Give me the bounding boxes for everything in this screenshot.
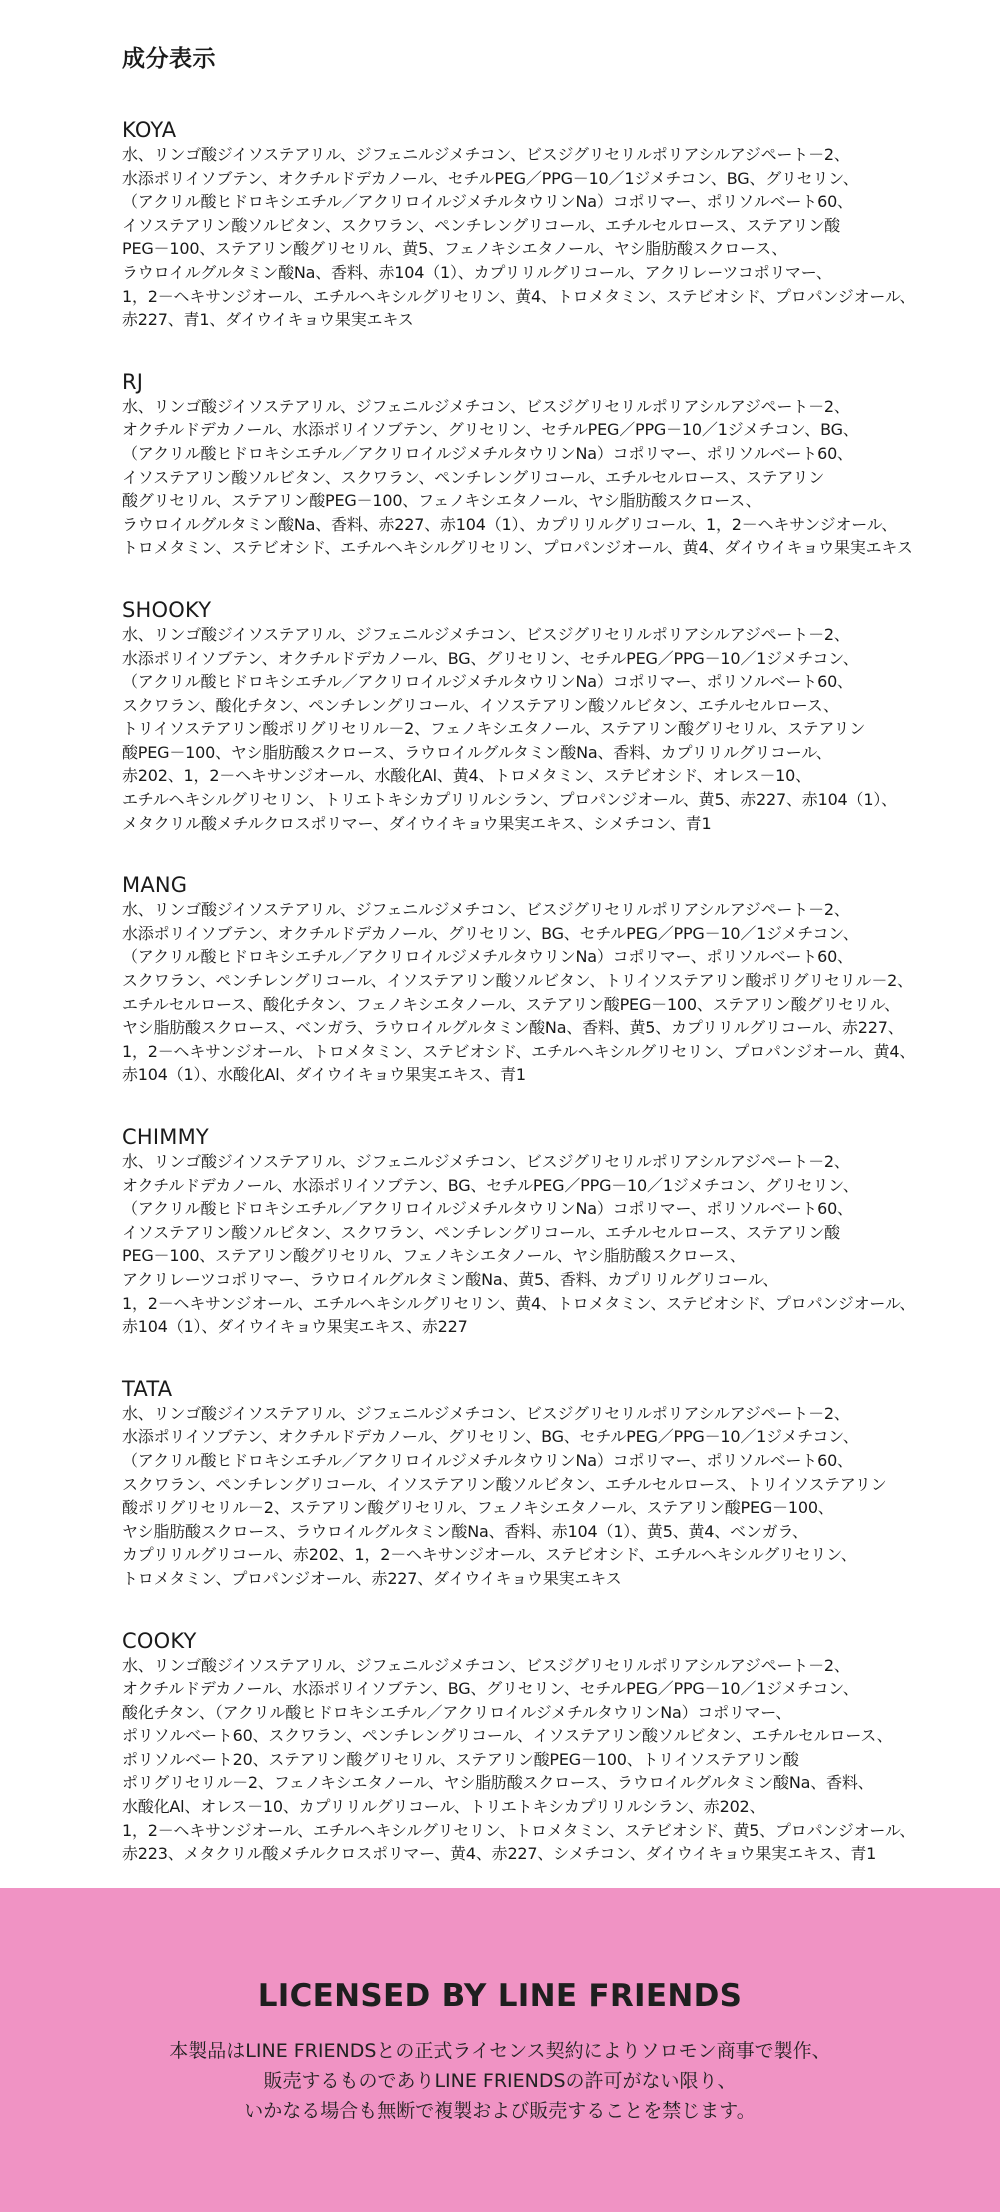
ingredient-line: アクリレーツコポリマー、ラウロイルグルタミン酸Na、黄5、香料、カプリリルグリコール、 [122, 1269, 779, 1289]
ingredient-line: 水、リンゴ酸ジイソステアリル、ジフェニルジメチコン、ビスジグリセリルポリアシルアジペート－2、 [122, 1152, 850, 1171]
product-name: TATA [122, 1376, 173, 1401]
product-block [122, 117, 922, 332]
ingredient-line: （アクリル酸ヒドロキシエチル／アクリロイルジメチルタウリンNa）コポリマー、ポリソルベート60、 [122, 947, 853, 967]
ingredients-section [122, 40, 922, 1903]
license-text-line: 本製品はLINE FRIENDSとの正式ライセンス契約によりソロモン商事で製作、 [169, 2040, 831, 2062]
ingredient-line: スクワラン、酸化チタン、ペンチレングリコール、イソステアリン酸ソルビタン、エチルセルロース、 [122, 695, 839, 715]
ingredient-line: メタクリル酸メチルクロスポリマー、ダイウイキョウ果実エキス、シメチコン、青1 [122, 813, 712, 833]
ingredient-line: 水添ポリイソブテン、オクチルドデカノール、セチルPEG／PPG－10／1ジメチコン、BG、グリセリン、 [122, 168, 859, 188]
product-name: RJ [122, 369, 144, 394]
ingredient-line: 水、リンゴ酸ジイソステアリル、ジフェニルジメチコン、ビスジグリセリルポリアシルアジペート－2、 [122, 396, 850, 416]
license-title: LICENSED BY LINE FRIENDS [257, 1978, 743, 2014]
ingredient-line: トロメタミン、プロパンジオール、赤227、ダイウイキョウ果実エキス [122, 1568, 622, 1588]
ingredient-line: 赤104（1）、水酸化Al、ダイウイキョウ果実エキス、青1 [122, 1065, 526, 1085]
ingredient-line: エチルセルロース、酸化チタン、フェノキシエタノール、ステアリン酸PEG－100、ステアリン酸グリセリル、 [122, 994, 900, 1014]
ingredient-line: イソステアリン酸ソルビタン、スクワラン、ペンチレングリコール、エチルセルロース、ステアリン酸 [122, 215, 840, 235]
ingredient-line: 水添ポリイソブテン、オクチルドデカノール、グリセリン、BG、セチルPEG／PPG－10／1ジメチコン、 [122, 1427, 859, 1447]
product-name: KOYA [122, 118, 177, 142]
product-block [122, 369, 922, 560]
ingredient-line: イソステアリン酸ソルビタン、スクワラン、ペンチレングリコール、エチルセルロース、ステアリン [122, 467, 825, 487]
product-block [122, 1376, 922, 1591]
product-name: SHOOKY [122, 597, 212, 622]
ingredient-line: 水添ポリイソブテン、オクチルドデカノール、グリセリン、BG、セチルPEG／PPG－10／1ジメチコン、 [122, 923, 859, 943]
license-banner [0, 1888, 1000, 2212]
product-block [122, 1124, 922, 1339]
ingredient-line: （アクリル酸ヒドロキシエチル／アクリロイルジメチルタウリンNa）コポリマー、ポリソルベート60、 [122, 672, 853, 692]
ingredient-line: 水、リンゴ酸ジイソステアリル、ジフェニルジメチコン、ビスジグリセリルポリアシルアジペート－2、 [122, 1403, 850, 1423]
ingredient-line: トリイソステアリン酸ポリグリセリル－2、フェノキシエタノール、ステアリン酸グリセリル、ステアリン [122, 719, 866, 739]
product-name: CHIMMY [122, 1125, 209, 1149]
ingredient-line: 1，2－ヘキサンジオール、トロメタミン、ステビオシド、エチルヘキシルグリセリン、プロパンジオール、黄4、 [122, 1041, 916, 1061]
ingredient-line: 水、リンゴ酸ジイソステアリル、ジフェニルジメチコン、ビスジグリセリルポリアシルアジペート－2、 [122, 624, 850, 644]
ingredient-line: PEG－100、ステアリン酸グリセリル、フェノキシエタノール、ヤシ脂肪酸スクロース、 [122, 1246, 746, 1266]
ingredient-line: エチルヘキシルグリセリン、トリエトキシカプリリルシラン、プロパンジオール、黄5、赤227、赤104（1）、 [122, 790, 897, 810]
ingredient-line: 水添ポリイソブテン、オクチルドデカノール、BG、グリセリン、セチルPEG／PPG－10／1ジメチコン、 [122, 648, 859, 668]
ingredient-line: 赤223、メタクリル酸メチルクロスポリマー、黄4、赤227、シメチコン、ダイウイキョウ果実エキス、青1 [122, 1844, 877, 1864]
ingredient-line: 酸PEG－100、ヤシ脂肪酸スクロース、ラウロイルグルタミン酸Na、香料、カプリリルグリコール、 [122, 742, 832, 762]
product-block [122, 597, 922, 835]
ingredient-line: 赤202、1，2－ヘキサンジオール、水酸化Al、黄4、トロメタミン、ステビオシド、オレス－10、 [122, 766, 811, 786]
ingredient-line: （アクリル酸ヒドロキシエチル／アクリロイルジメチルタウリンNa）コポリマー、ポリソルベート60、 [122, 192, 853, 212]
product-name: MANG [122, 873, 188, 898]
product-name: COOKY [122, 1628, 197, 1653]
ingredient-line: （アクリル酸ヒドロキシエチル／アクリロイルジメチルタウリンNa）コポリマー、ポリソルベート60、 [122, 1199, 853, 1219]
ingredient-line: （アクリル酸ヒドロキシエチル／アクリロイルジメチルタウリンNa）コポリマー、ポリソルベート60、 [122, 443, 853, 463]
ingredient-line: ポリソルベート20、ステアリン酸グリセリル、ステアリン酸PEG－100、トリイソステアリン酸 [122, 1749, 799, 1769]
ingredient-line: オクチルドデカノール、水添ポリイソブテン、グリセリン、セチルPEG／PPG－10／1ジメチコン、BG、 [122, 420, 859, 440]
ingredient-line: 水、リンゴ酸ジイソステアリル、ジフェニルジメチコン、ビスジグリセリルポリアシルアジペート－2、 [122, 145, 850, 164]
product-block [122, 1628, 922, 1866]
ingredient-line: 1，2－ヘキサンジオール、エチルヘキシルグリセリン、黄4、トロメタミン、ステビオシド、プロパンジオール、 [122, 1293, 916, 1313]
ingredient-line: カプリリルグリコール、赤202、1，2－ヘキサンジオール、ステビオシド、エチルヘキシルグリセリン、 [122, 1545, 857, 1565]
ingredient-line: ラウロイルグルタミン酸Na、香料、赤104（1）、カプリリルグリコール、アクリレーツコポリマー、 [122, 262, 832, 282]
ingredient-line: 1，2－ヘキサンジオール、エチルヘキシルグリセリン、黄4、トロメタミン、ステビオシド、プロパンジオール、 [122, 286, 916, 306]
ingredient-line: PEG－100、ステアリン酸グリセリル、黄5、フェノキシエタノール、ヤシ脂肪酸スクロース、 [122, 239, 788, 259]
ingredient-line: ヤシ脂肪酸スクロース、ベンガラ、ラウロイルグルタミン酸Na、香料、黄5、カプリリルグリコール、赤227、 [122, 1018, 904, 1038]
ingredient-line: 水、リンゴ酸ジイソステアリル、ジフェニルジメチコン、ビスジグリセリルポリアシルアジペート－2、 [122, 1655, 850, 1675]
product-list [122, 117, 922, 1866]
license-text-line: 販売するものでありLINE FRIENDSの許可がない限り、 [263, 2070, 737, 2092]
product-block [122, 872, 922, 1087]
ingredient-line: ポリソルベート60、スクワラン、ペンチレングリコール、イソステアリン酸ソルビタン、エチルセルロース、 [122, 1726, 893, 1746]
ingredient-line: 酸ポリグリセリル－2、ステアリン酸グリセリル、フェノキシエタノール、ステアリン酸PEG－100、 [122, 1498, 834, 1518]
ingredient-line: イソステアリン酸ソルビタン、スクワラン、ペンチレングリコール、エチルセルロース、ステアリン酸 [122, 1222, 840, 1242]
ingredient-line: ヤシ脂肪酸スクロース、ラウロイルグルタミン酸Na、香料、赤104（1）、黄5、黄4、ベンガラ、 [122, 1521, 808, 1541]
ingredient-line: オクチルドデカノール、水添ポリイソブテン、BG、セチルPEG／PPG－10／1ジメチコン、グリセリン、 [122, 1175, 859, 1195]
ingredient-line: スクワラン、ペンチレングリコール、イソステアリン酸ソルビタン、トリイソステアリン酸ポリグリセリル－2、 [122, 971, 913, 991]
ingredient-line: 1，2－ヘキサンジオール、エチルヘキシルグリセリン、トロメタミン、ステビオシド、黄5、プロパンジオール、 [122, 1820, 916, 1840]
ingredient-line: 赤104（1）、ダイウイキョウ果実エキス、赤227 [122, 1317, 468, 1337]
ingredient-line: 酸グリセリル、ステアリン酸PEG－100、フェノキシエタノール、ヤシ脂肪酸スクロース、 [122, 491, 762, 511]
license-text-line: いかなる場合も無断で複製および販売することを禁じます。 [244, 2100, 756, 2122]
ingredient-line: スクワラン、ペンチレングリコール、イソステアリン酸ソルビタン、エチルセルロース、トリイソステアリン [122, 1474, 887, 1494]
page-title: 成分表示 [122, 46, 216, 72]
ingredient-line: 赤227、青1、ダイウイキョウ果実エキス [122, 310, 414, 330]
license-text [0, 2036, 1000, 2126]
ingredient-line: 水酸化Al、オレス－10、カプリリルグリコール、トリエトキシカプリリルシラン、赤202、 [122, 1797, 766, 1817]
ingredient-line: ラウロイルグルタミン酸Na、香料、赤227、赤104（1）、カプリリルグリコール、1，2－ヘキサンジオール、 [122, 514, 897, 534]
ingredient-line: （アクリル酸ヒドロキシエチル／アクリロイルジメチルタウリンNa）コポリマー、ポリソルベート60、 [122, 1450, 853, 1470]
ingredient-line: 水、リンゴ酸ジイソステアリル、ジフェニルジメチコン、ビスジグリセリルポリアシルアジペート－2、 [122, 900, 850, 920]
ingredient-line: オクチルドデカノール、水添ポリイソブテン、BG、グリセリン、セチルPEG／PPG－10／1ジメチコン、 [122, 1679, 859, 1699]
ingredient-line: ポリグリセリル－2、フェノキシエタノール、ヤシ脂肪酸スクロース、ラウロイルグルタミン酸Na、香料、 [122, 1773, 874, 1793]
ingredient-line: トロメタミン、ステビオシド、エチルヘキシルグリセリン、プロパンジオール、黄4、ダイウイキョウ果実エキス [122, 538, 913, 558]
ingredient-line: 酸化チタン、（アクリル酸ヒドロキシエチル／アクリロイルジメチルタウリンNa）コポリマー、 [122, 1702, 792, 1722]
